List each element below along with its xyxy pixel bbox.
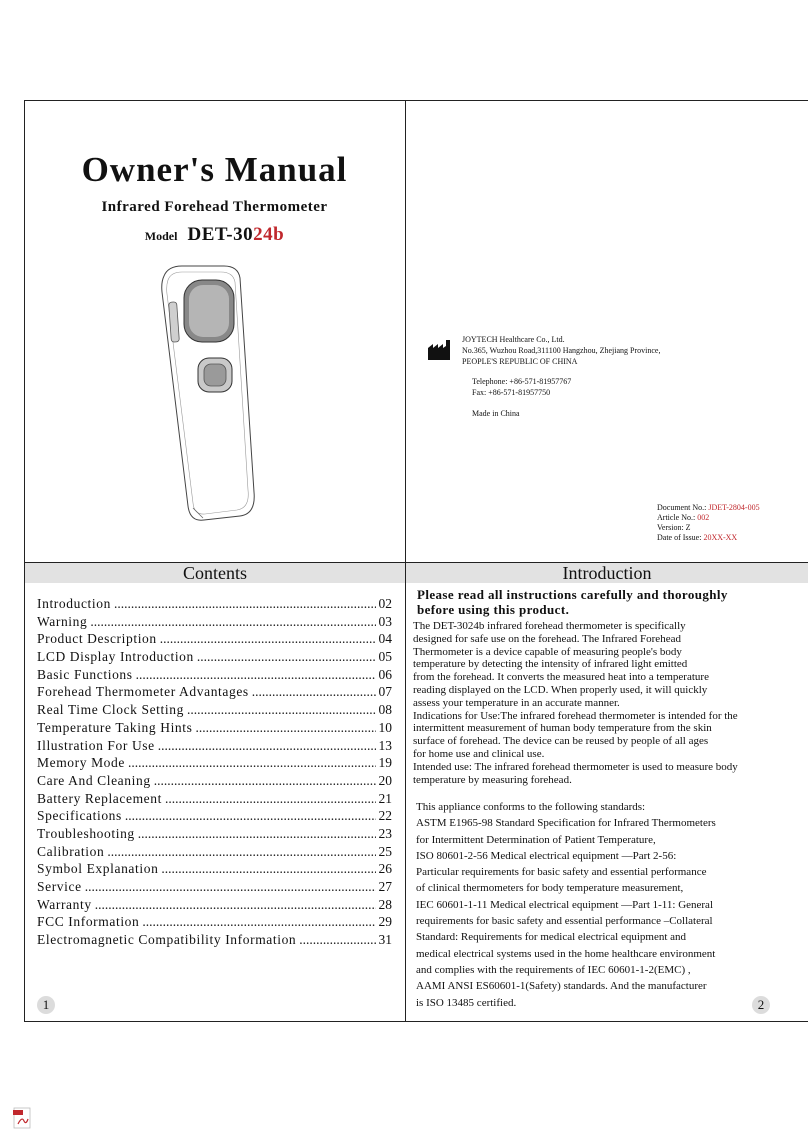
toc-leader-dots [128,755,376,771]
toc-entry-title: Illustration For Use [37,737,155,753]
toc-entry-title: Specifications [37,808,122,824]
toc-leader-dots [197,649,376,665]
toc-entry [37,684,392,702]
manufacturer-name: JOYTECH Healthcare Co., Ltd. [462,335,565,344]
toc-entry-title: Introduction [37,596,111,611]
standards-line: requirements for basic safety and essential performance –Collateral [416,915,713,928]
toc-entry-title: Electromagnetic Compatibility Information [37,932,297,948]
page-number-1: 1 [37,996,55,1014]
toc-entry [37,649,392,667]
standards-line: IEC 60601-1-11 Medical electrical equipment —Part 1-11: General [416,898,713,911]
model-label: Model [144,229,178,243]
toc-entry-title: Warranty [37,896,92,912]
toc-entry-title: Memory Mode [37,755,125,771]
standards-line: This appliance conforms to the following standards: [416,801,646,813]
standards-line: Particular requirements for basic safety and essential performance [416,866,707,879]
introduction-line: Thermometer is a device capable of measuring people's body [413,645,682,658]
document-info [657,503,760,543]
toc-entry-title: Calibration [37,843,105,859]
toc-entry [37,844,392,862]
model-number [187,224,284,245]
date-of-issue: Date of Issue: 20XX-XX [657,533,738,542]
toc-leader-dots [107,844,375,860]
standards-line: is ISO 13485 certified. [416,996,517,1009]
toc-entry-page: 23 [378,825,392,841]
manufacturer-symbol-icon [428,340,454,360]
toc-leader-dots [90,614,375,630]
toc-entry-page: 20 [378,772,392,788]
toc-entry-page: 31 [378,932,392,948]
toc-entry [37,791,392,809]
toc-entry [37,897,392,915]
toc-entry-page: 02 [378,596,392,611]
toc-entry-page: 28 [378,896,392,912]
manufacturer-address: No.365, Wuzhou Road,311100 Hangzhou, Zhejiang Province, [462,346,661,355]
page-number-2: 2 [752,996,770,1014]
toc-entry-title: Battery Replacement [37,790,162,806]
introduction-line: temperature by detecting the intensity of infrared light emitted [413,658,688,671]
toc-entry-page: 03 [378,613,392,629]
toc-entry-page: 25 [378,843,392,859]
contents-heading: Contents [25,563,405,583]
introduction-line: temperature by measuring forehead. [413,773,572,786]
toc-leader-dots [85,879,376,895]
toc-entry-page: 13 [378,737,392,753]
toc-entry-title: Basic Functions [37,666,133,682]
toc-leader-dots [158,738,376,754]
toc-entry-page: 26 [378,861,392,877]
version: Version: Z [657,523,691,532]
introduction-line: reading displayed on the LCD. When properly used, it will quickly [413,683,708,696]
center-divider [405,100,406,1022]
toc-leader-dots [142,914,375,930]
toc-entry-title: Warning [37,613,88,629]
standards-text [416,799,796,1011]
toc-entry [37,773,392,791]
pdf-icon [13,1107,33,1129]
introduction-line: designed for safe use on the forehead. The Infrared Forehead [413,632,681,645]
model-suffix: 24b [253,224,285,245]
introduction-line: for home use and clinical use. [413,747,545,760]
standards-line: AAMI ANSI ES60601-1(Safety) standards. And the manufacturer [416,980,707,993]
thermometer-illustration [158,262,268,524]
standards-line: and complies with the requirements of IEC 60601-1-2(EMC) , [416,963,691,976]
toc-leader-dots [252,684,376,700]
toc-entry [37,596,392,614]
toc-entry [37,738,392,756]
toc-leader-dots [95,897,376,913]
manufacturer-country: PEOPLE'S REPUBLIC OF CHINA [462,357,578,366]
read-instructions-notice: Please read all instructions carefully and thoroughly before using this product. [417,587,728,617]
toc-entry [37,879,392,897]
toc-entry [37,808,392,826]
introduction-line: Intended use: The infrared forehead thermometer is used to measure body [413,760,738,773]
introduction-heading: Introduction [406,563,808,583]
toc-entry-title: Real Time Clock Setting [37,702,184,718]
model-prefix: DET-30 [187,224,254,245]
introduction-line: from the forehead. It converts the measured heat into a temperature [413,671,709,684]
introduction-line: The DET-3024b infrared forehead thermometer is specifically [413,620,686,632]
made-in: Made in China [472,409,520,418]
toc-entry-title: Temperature Taking Hints [37,719,193,735]
table-of-contents [37,596,392,950]
toc-leader-dots [138,826,376,842]
toc-entry [37,720,392,738]
toc-entry-title: Symbol Explanation [37,861,159,877]
toc-entry-title: Troubleshooting [37,825,135,841]
toc-entry [37,702,392,720]
toc-entry-page: 19 [378,755,392,771]
model-line [24,224,405,246]
toc-entry-title: FCC Information [37,914,140,930]
toc-entry [37,914,392,932]
introduction-line: surface of forehead. The device can be reused by people of all ages [413,735,709,748]
toc-entry [37,861,392,879]
toc-entry [37,932,392,950]
toc-leader-dots [154,773,376,789]
fax: Fax: +86-571-81957750 [472,388,551,397]
toc-entry [37,667,392,685]
article-number: Article No.: 002 [657,513,710,522]
toc-entry [37,614,392,632]
toc-entry-title: Care And Cleaning [37,772,151,788]
toc-leader-dots [125,808,376,824]
toc-entry-page: 10 [378,719,392,735]
standards-line: Standard: Requirements for medical electrical equipment and [416,931,687,944]
toc-entry-page: 05 [378,649,392,665]
toc-leader-dots [195,720,375,736]
toc-leader-dots [114,596,376,612]
toc-entry-page: 21 [378,790,392,806]
toc-entry-page: 08 [378,702,392,718]
toc-entry-title: Forehead Thermometer Advantages [37,684,249,700]
manual-title: Owner's Manual [81,150,348,189]
standards-line: ASTM E1965-98 Standard Specification for Infrared Thermometers [416,817,716,830]
toc-entry [37,826,392,844]
product-subtitle: Infrared Forehead Thermometer [101,199,328,215]
toc-leader-dots [187,702,376,718]
toc-entry-page: 27 [378,879,392,894]
toc-entry-page: 07 [378,684,392,700]
toc-entry-page: 29 [378,914,392,930]
toc-entry-title: Product Description [37,631,157,647]
introduction-line: Indications for Use:The infrared forehead thermometer is intended for the [413,709,738,722]
introduction-text [413,620,793,786]
toc-entry-title: Service [37,879,82,894]
toc-leader-dots [160,631,376,647]
standards-line: for Intermittent Determination of Patient Temperature, [416,833,656,846]
introduction-line: intermittent measurement of human body temperature from the skin [413,722,712,735]
toc-entry [37,631,392,649]
standards-line: ISO 80601-2-56 Medical electrical equipment —Part 2-56: [416,849,677,862]
toc-leader-dots [136,667,376,683]
telephone: Telephone: +86-571-81957767 [472,377,572,386]
document-number: Document No.: JDET-2804-005 [657,503,760,512]
toc-leader-dots [165,791,376,807]
toc-entry [37,755,392,773]
introduction-line: assess your temperature in an accurate manner. [413,696,620,709]
toc-leader-dots [161,861,375,877]
toc-entry-title: LCD Display Introduction [37,649,194,665]
standards-line: of clinical thermometers for body temperature measurement, [416,882,684,895]
toc-leader-dots [299,932,375,948]
toc-entry-page: 06 [378,666,392,682]
toc-entry-page: 04 [378,631,392,647]
toc-entry-page: 22 [378,808,392,824]
manufacturer-info [462,334,660,367]
standards-line: medical electrical systems used in the home healthcare environment [416,947,716,960]
contact-info [472,376,571,398]
